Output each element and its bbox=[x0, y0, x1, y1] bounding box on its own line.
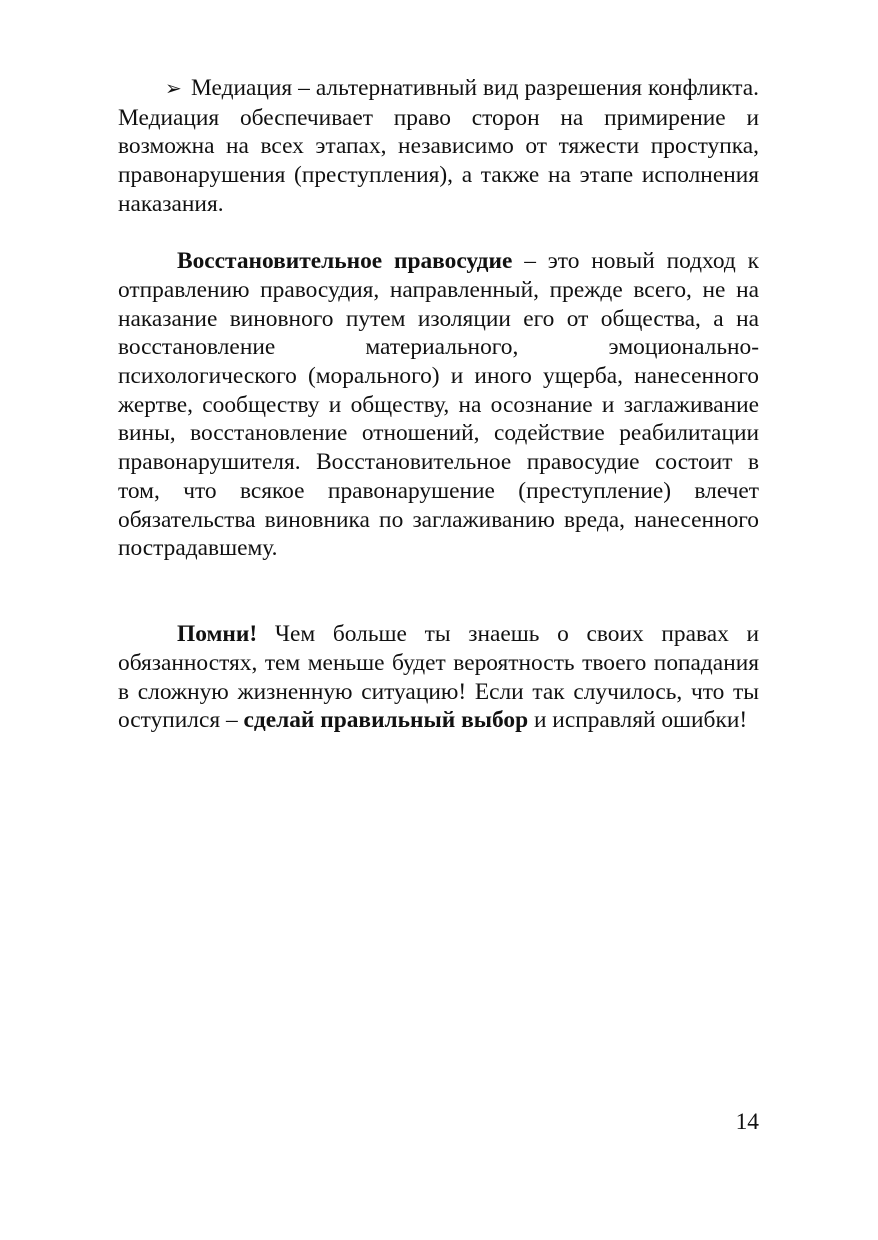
page-number: 14 bbox=[735, 1109, 759, 1135]
mediation-paragraph bbox=[118, 74, 759, 219]
remember-lead: Помни! bbox=[177, 621, 258, 648]
remember-text-2: и исправляй ошибки! bbox=[528, 707, 748, 734]
arrowhead-bullet-icon: ➢ bbox=[165, 78, 182, 100]
mediation-text: Медиация – альтернативный вид разрешения конфликта. Медиация обеспечивает право сторон на примирение и возможна на всех этапах, независимо от тяжести проступка, правонарушения (преступления), а также на этапе исполнения наказания. bbox=[118, 75, 759, 217]
remember-text-1: Чем больше ты знаешь о своих правах и обязанностях, тем меньше будет вероятность твоего попадания в сложную жизненную ситуацию! Если так случилось, что ты оступился – bbox=[118, 621, 759, 734]
restorative-justice-paragraph bbox=[118, 247, 759, 563]
page-body bbox=[118, 74, 759, 735]
restorative-justice-text: – это новый подход к отправлению правосудия, направленный, прежде всего, не на наказание виновного путем изоляции его от общества, а на восстановление материального, эмоционально-психологического (морального) и иного ущерба, нанесенного жертве, сообществу и обществу, на осознание и заглаживание вины, восстановление отношений, содействие реабилитации правонарушителя. Восстановительное правосудие состоит в том, что всякое правонарушение (преступление) влечет обязательства виновника по заглаживанию вреда, нанесенного пострадавшему. bbox=[118, 248, 759, 562]
remember-paragraph bbox=[118, 620, 759, 735]
restorative-justice-term: Восстановительное правосудие bbox=[177, 248, 513, 275]
remember-emphasis: сделай правильный выбор bbox=[243, 707, 529, 734]
